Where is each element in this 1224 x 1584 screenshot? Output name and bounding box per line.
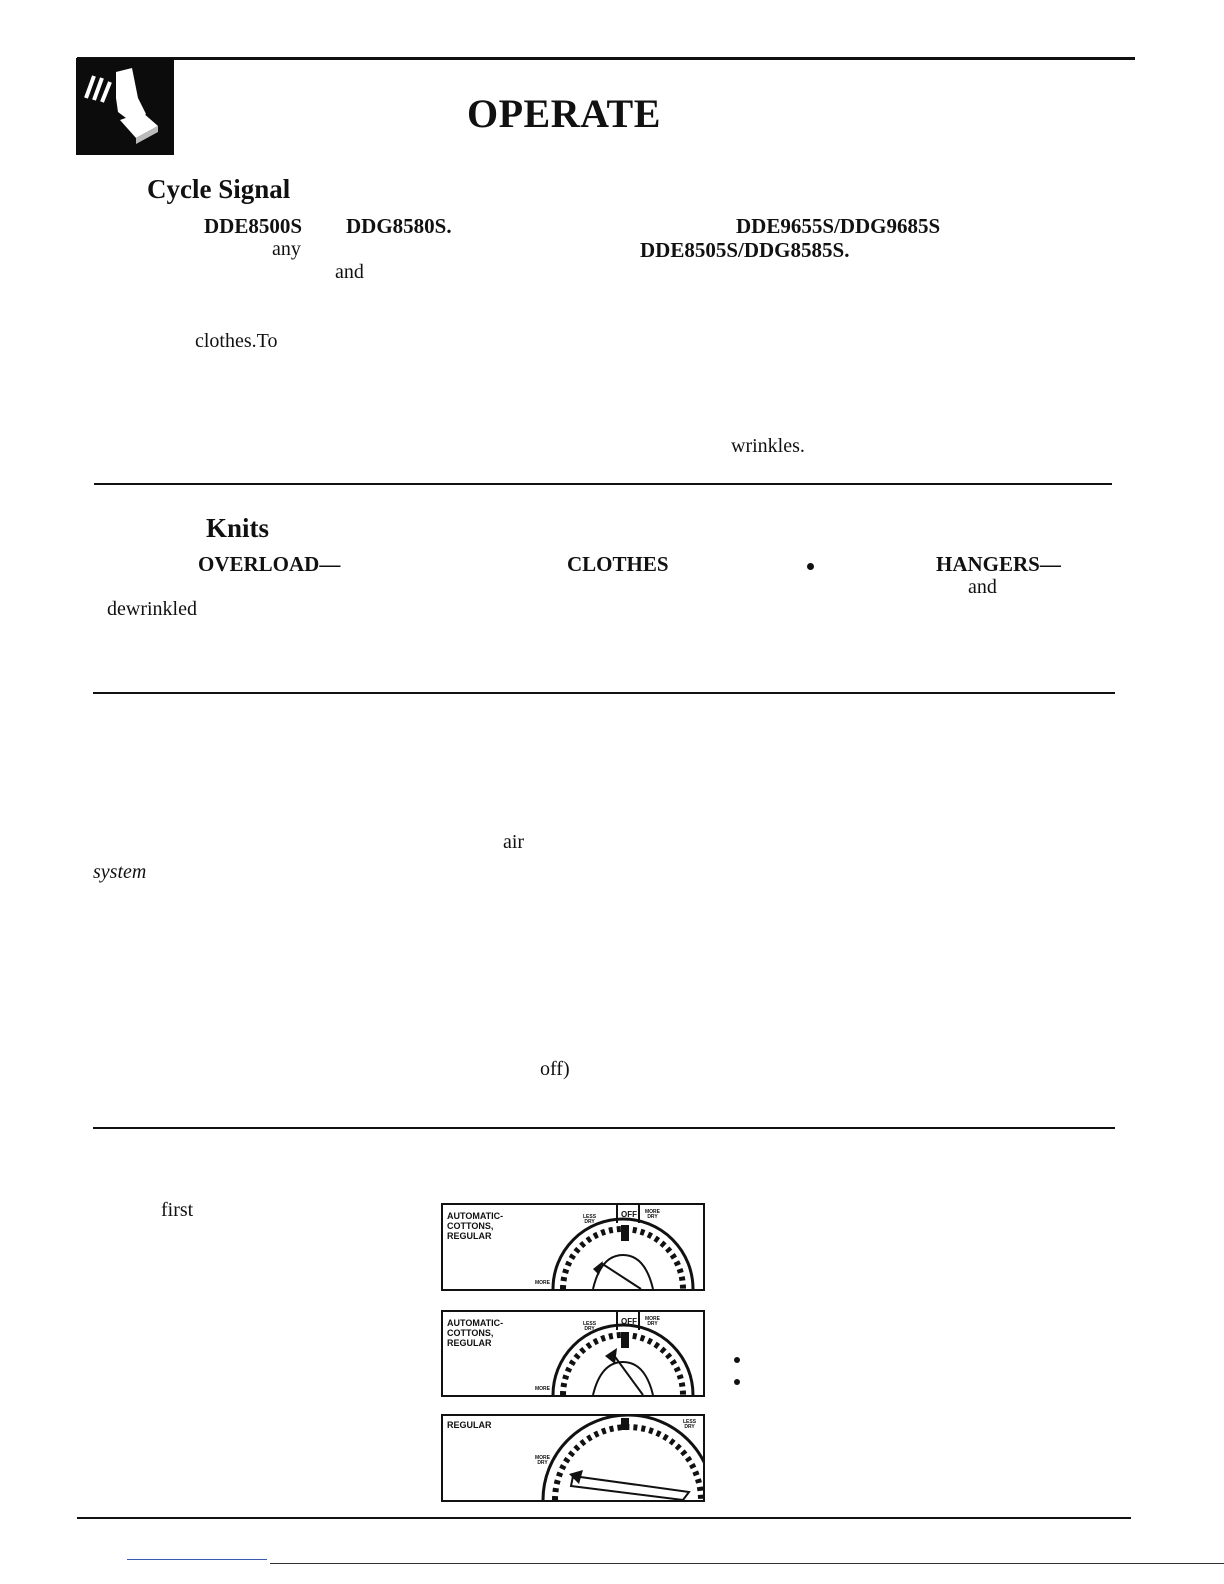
clothes-label: CLOTHES xyxy=(567,552,669,576)
bottom-rule xyxy=(77,1517,1131,1519)
cycle-label: AUTOMATIC- COTTONS, REGULAR xyxy=(447,1211,504,1241)
more-dry-label: MORE DRY xyxy=(535,1455,550,1466)
footer-line xyxy=(127,1559,267,1560)
model-number: DDG8580S. xyxy=(346,214,452,238)
hangers-label: HANGERS— xyxy=(936,552,1061,576)
body-word: off) xyxy=(540,1058,570,1080)
model-number: DDE8505S/DDG8585S. xyxy=(640,238,850,262)
cycle-label: REGULAR xyxy=(447,1420,492,1430)
bullet xyxy=(734,1357,740,1363)
overload-label: OVERLOAD— xyxy=(198,552,341,576)
section-heading-knits: Knits xyxy=(206,513,270,543)
hand-pressing-button-icon xyxy=(76,58,174,155)
more-dry-label: MORE DRY xyxy=(645,1209,660,1220)
section-heading-cycle-signal: Cycle Signal xyxy=(147,174,291,204)
off-label: OFF xyxy=(621,1210,637,1219)
page-title: OPERATE xyxy=(467,91,661,136)
less-dry-label: LESS DRY xyxy=(683,1419,697,1430)
more-label: MORE xyxy=(535,1280,550,1286)
body-word: system xyxy=(93,861,147,883)
cycle-label: AUTOMATIC- COTTONS, REGULAR xyxy=(447,1318,504,1348)
section-divider xyxy=(94,483,1112,485)
dial-panel-regular xyxy=(441,1414,705,1502)
body-word: and xyxy=(968,576,997,598)
off-label: OFF xyxy=(621,1317,637,1326)
body-word: any xyxy=(272,238,301,260)
less-dry-label: LESS DRY xyxy=(583,1214,597,1225)
body-word: wrinkles. xyxy=(731,435,805,457)
more-dry-label: MORE DRY xyxy=(645,1316,660,1327)
body-word: air xyxy=(503,831,525,853)
body-word: first xyxy=(161,1199,194,1221)
section-divider xyxy=(93,1127,1115,1129)
dial-panel-automatic xyxy=(441,1310,705,1397)
footer-line xyxy=(270,1563,1224,1564)
bullet xyxy=(807,563,814,570)
top-rule xyxy=(77,57,1135,60)
body-word: clothes.To xyxy=(195,330,278,352)
dial-panel-automatic xyxy=(441,1203,705,1291)
model-number: DDE8500S xyxy=(204,214,303,238)
bullet xyxy=(734,1379,740,1385)
model-number: DDE9655S/DDG9685S xyxy=(736,214,941,238)
more-label: MORE xyxy=(535,1386,550,1392)
less-dry-label: LESS DRY xyxy=(583,1321,597,1332)
body-word: and xyxy=(335,261,364,283)
section-divider xyxy=(93,692,1115,694)
body-word: dewrinkled xyxy=(107,598,197,620)
